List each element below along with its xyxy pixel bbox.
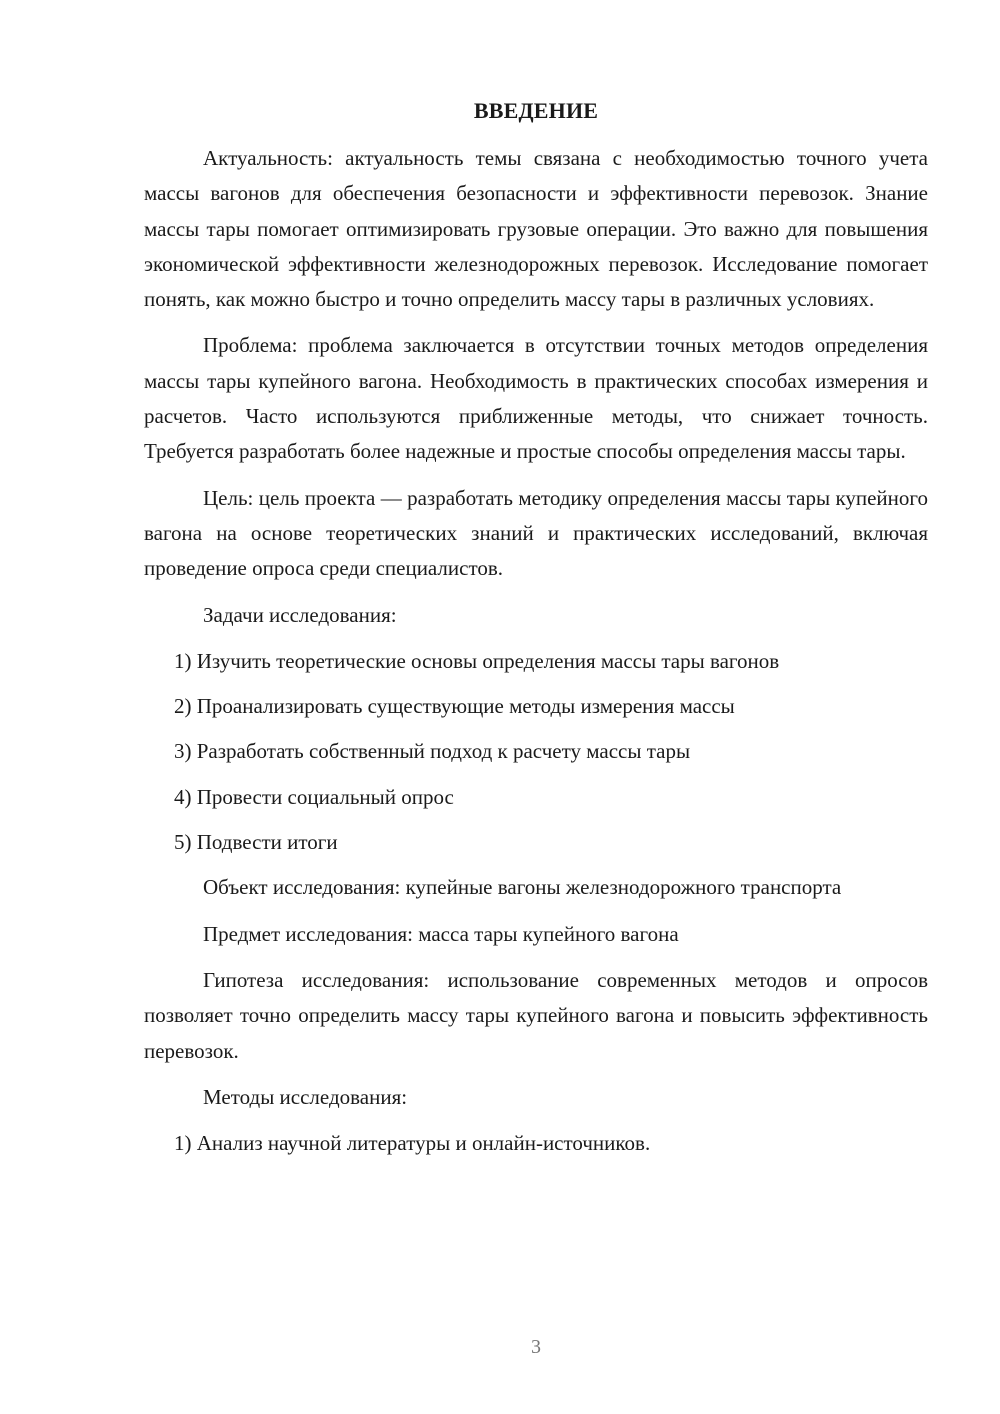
problem-paragraph: Проблема: проблема заключается в отсутствии точных методов определения массы тары купейного вагона. Необходимость в практических способах измерения и расчетов. Часто используются приближенные методы, что снижает точность. Требуется разработать более надежные и простые способы определения массы тары. bbox=[144, 333, 928, 464]
list-item: 2) Проанализировать существующие методы измерения массы bbox=[174, 694, 735, 719]
hypothesis-paragraph: Гипотеза исследования: использование современных методов и опросов позволяет точно определить массу тары купейного вагона и повысить эффективность перевозок. bbox=[144, 967, 928, 1063]
list-item: 3) Разработать собственный подход к расчету массы тары bbox=[174, 739, 691, 764]
tasks-list bbox=[144, 644, 928, 860]
goal-paragraph: Цель: цель проекта — разработать методику определения массы тары купейного вагона на основе теоретических знаний и практических исследований, включая проведение опроса среди специалистов. bbox=[144, 485, 928, 581]
tasks-heading: Задачи исследования: bbox=[203, 602, 397, 627]
object-paragraph: Объект исследования: купейные вагоны железнодорожного транспорта bbox=[203, 875, 842, 900]
list-item: 4) Провести социальный опрос bbox=[174, 784, 454, 809]
list-item: 1) Изучить теоретические основы определения массы тары вагонов bbox=[174, 648, 780, 673]
document-body bbox=[144, 141, 928, 1171]
methods-heading: Методы исследования: bbox=[203, 1084, 408, 1109]
list-item: 1) Анализ научной литературы и онлайн-источников. bbox=[174, 1131, 651, 1156]
subject-paragraph: Предмет исследования: масса тары купейного вагона bbox=[203, 921, 679, 946]
page-title: ВВЕДЕНИЕ bbox=[473, 98, 599, 123]
relevance-paragraph: Актуальность: актуальность темы связана с необходимостью точного учета массы вагонов для обеспечения безопасности и эффективности перевозок. Знание массы тары помогает оптимизировать грузовые операции. Это важно для повышения экономической эффективности железнодорожных перевозок. Исследование помогает понять, как можно быстро и точно определить массу тары в различных условиях. bbox=[144, 146, 928, 312]
list-item: 5) Подвести итоги bbox=[174, 830, 338, 855]
page-number: 3 bbox=[531, 1336, 541, 1358]
methods-list bbox=[144, 1126, 928, 1161]
